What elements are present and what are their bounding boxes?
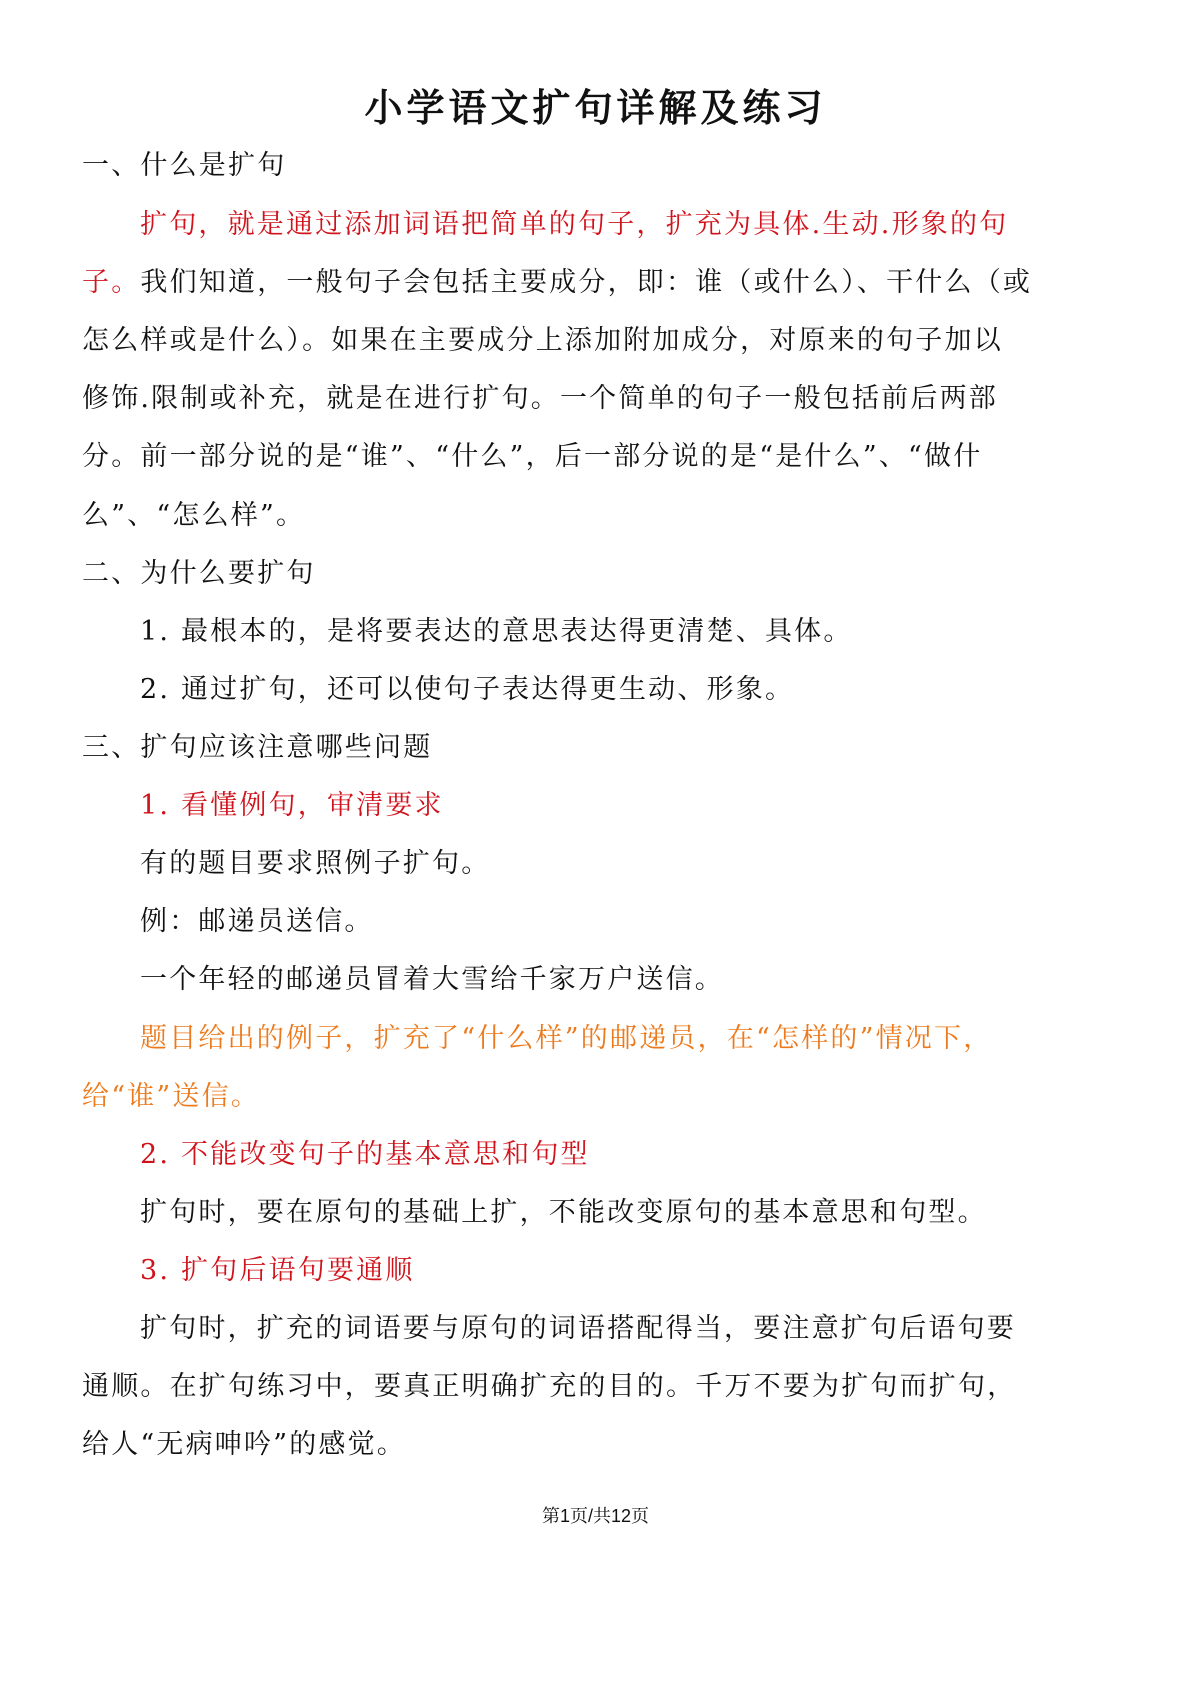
subheading: 2. 不能改变句子的基本意思和句型 [140,1139,590,1170]
paragraph-line: 怎么样或是什么）。如果在主要成分上添加附加成分，对原来的句子加以 [82,325,1003,356]
paragraph-line: 分。前一部分说的是“谁”、“什么”，后一部分说的是“是什么”、“做什 [82,441,983,472]
note-line: 题目给出的例子，扩充了“什么样”的邮递员，在“怎样的”情况下， [140,1023,993,1054]
paragraph-text: 我们知道，一般句子会包括主要成分，即：谁（或什么）、干什么（或 [140,267,1033,298]
section-heading: 三、扩句应该注意哪些问题 [82,732,433,763]
subheading: 1. 看懂例句，审清要求 [140,790,444,821]
paragraph-line: 扩句时，要在原句的基础上扩，不能改变原句的基本意思和句型。 [140,1197,987,1228]
paragraph-line: 给人“无病呻吟”的感觉。 [82,1429,407,1460]
section-heading: 一、什么是扩句 [82,150,287,181]
definition-text-end: 子。 [82,267,141,298]
note-line: 给“谁”送信。 [82,1081,261,1112]
list-item: 1. 最根本的，是将要表达的意思表达得更清楚、具体。 [140,616,853,647]
example-line: 一个年轻的邮递员冒着大雪给千家万户送信。 [140,964,724,995]
paragraph-line: 修饰.限制或补充，就是在进行扩句。一个简单的句子一般包括前后两部 [82,383,998,414]
list-item: 2. 通过扩句，还可以使句子表达得更生动、形象。 [140,674,795,705]
page-title: 小学语文扩句详解及练习 [364,85,827,130]
paragraph-line: 有的题目要求照例子扩句。 [140,848,491,879]
paragraph-line [82,263,1032,303]
subheading: 3. 扩句后语句要通顺 [140,1255,415,1286]
page-number: 第1页/共12页 [541,1506,650,1526]
definition-text: 扩句，就是通过添加词语把简单的句子，扩充为具体.生动.形象的句 [140,209,1009,240]
paragraph-line: 通顺。在扩句练习中，要真正明确扩充的目的。千万不要为扩句而扩句， [82,1371,1017,1402]
paragraph-line: 扩句时，扩充的词语要与原句的词语搭配得当，要注意扩句后语句要 [140,1313,1016,1344]
example-line: 例：邮递员送信。 [140,906,374,937]
section-heading: 二、为什么要扩句 [82,558,316,589]
paragraph-line: 么”、“怎么样”。 [82,500,306,531]
